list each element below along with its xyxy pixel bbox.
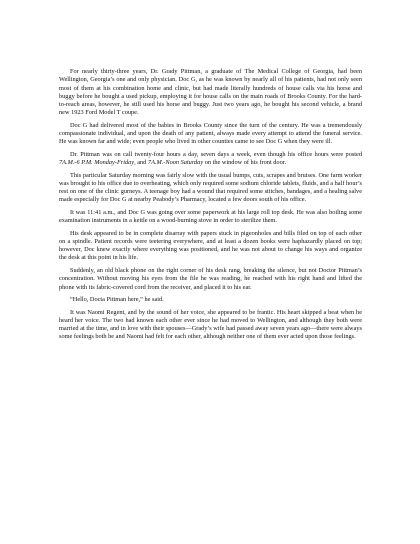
paragraph [59, 122, 362, 147]
text-run: His desk appeared to be in complete disarray with papers stuck in pigeonholes and bills filed on top of each other on a spindle. Patient records were teetering everywhere, and at least a dozen books were haphazardly placed on top; however, Doc knew exactly where everything was positioned, and he was not about to change his ways and organize the desk at this point in his life. [59, 229, 362, 262]
text-run: “Hello, Docta Pittman here,” he said. [70, 296, 164, 304]
paragraph [59, 267, 362, 292]
text-run: For nearly thirty-three years, Dr. Grady Pittman, a graduate of The Medical College of Georgia, had been Wellington, Georgia’s one and only physician. Doc G, as he was known by nearly all of his patients, had not only seen most of them at his combination home and clinic, but had made literally hundreds of house calls via his horse and buggy before he bought a used pickup, employing it for house calls on the main roads of Brooks County. For the hard-to-reach areas, however, he still used his horse and buggy. Just two years ago, he bought his second vehicle, a brand new 1923 Ford Model T coupe. [59, 68, 362, 117]
italic-text: 7A.M.-6 P.M. Monday-Friday [59, 159, 135, 167]
text-run: This particular Saturday morning was fairly slow with the usual bumps, cuts, scrapes and bruises. One farm worker was brought to his office due to overheating, which only required some sodium chloride tablets, fluids, and a half hour’s rest on one of the clinic gurneys. A teenage boy had a wound that required some stitches, bandages, and a healing salve made especially for Doc G at nearby Peabody’s Pharmacy, located a few doors south of his office. [59, 171, 363, 204]
paragraph [59, 230, 362, 263]
paragraph [59, 151, 362, 168]
text-run: Doc G had delivered most of the babies in Brooks County since the turn of the century. He was a tremendously compassionate individual, and upon the death of any patient, always made every attempt to attend the funeral service. He was known far and wide; even people who lived in other counties came to see Doc G when they were ill. [59, 121, 362, 146]
paragraph [59, 68, 362, 118]
body-text [59, 68, 362, 346]
paragraph [59, 209, 362, 226]
text-run: on the window of his front door. [203, 159, 287, 167]
text-run: Dr. Pittman was on call twenty-four hours a day, seven days a week, even though his office hours were posted [70, 150, 362, 158]
paragraph [59, 296, 362, 304]
italic-text: 7A.M.-Noon Saturday [147, 159, 204, 167]
text-run: Suddenly, an old black phone on the right corner of his desk rang, breaking the silence, but not Doctor Pittman’s concentration. Without moving his eyes from the file he was reading, he reached with his right hand and lifted the phone with its fabric-covered cord from the receiver, and placed it to his ear. [59, 267, 362, 291]
text-run: , and [134, 159, 148, 167]
paragraph [59, 172, 362, 205]
paragraph [59, 309, 362, 342]
text-run: It was Naomi Regent, and by the sound of her voice, she appeared to be frantic. His heart skipped a beat when he heard her voice. The two had known each other ever since he had moved to Wellington, and although they both were married at the time, and in love with their spouses—Grady’s wife had passed away seven years ago—there were always some feelings both he and Naomi had felt for each other, although neither one of them ever acted upon those feelings. [59, 308, 362, 341]
text-run: It was 11:41 a.m., and Doc G was going over some paperwork at his large roll top desk. He was also boiling some examination instruments in a kettle on a wood-burning stove in order to sterilize them. [59, 208, 362, 225]
